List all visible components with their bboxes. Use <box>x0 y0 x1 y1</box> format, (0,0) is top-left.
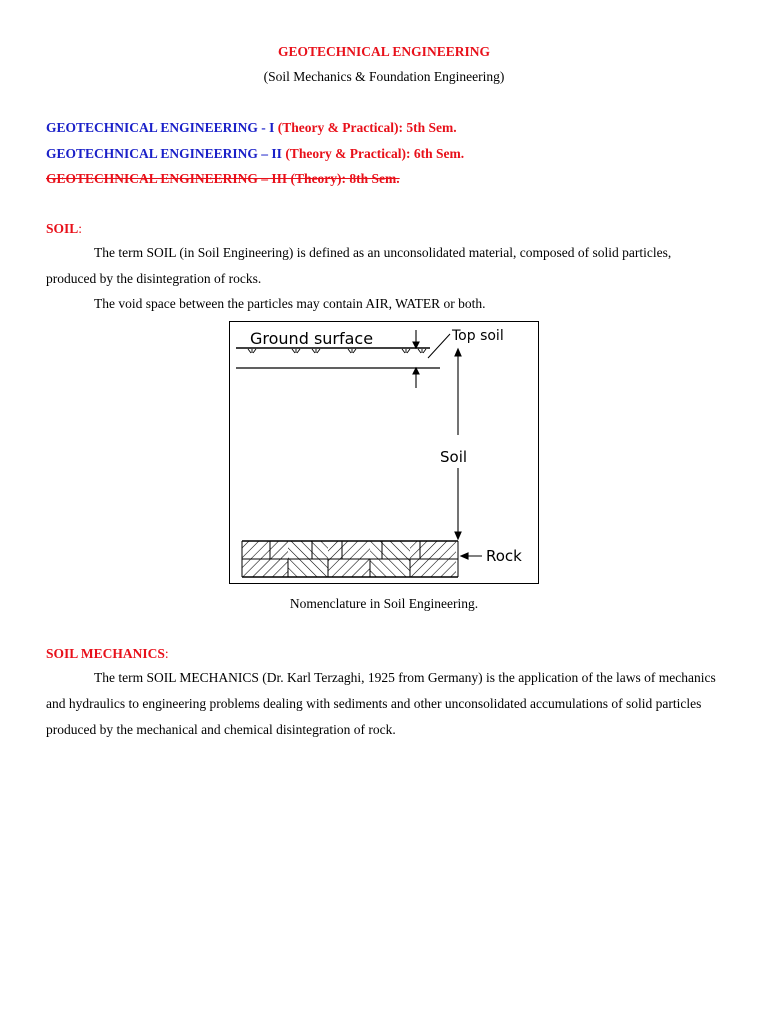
course-1-name: GEOTECHNICAL ENGINEERING - I <box>46 120 278 135</box>
topsoil-thickness-arrows <box>413 330 419 388</box>
rock-label: Rock <box>486 547 522 565</box>
soil-definition <box>46 240 722 292</box>
figure-caption: Nomenclature in Soil Engineering. <box>289 596 479 611</box>
soil-mechanics-definition <box>46 665 722 743</box>
soil-mechanics-text: The term SOIL MECHANICS (Dr. Karl Terzaghi, 1925 from Germany) is the application of the laws of mechanics and hydraulics to engineering problems dealing with sediments and other unconsolidated accumulations of solid particles produced by the mechanical and chemical disintegration of rock. <box>46 670 716 737</box>
course-line-2 <box>46 146 464 162</box>
soil-mechanics-heading-text: SOIL MECHANICS <box>46 646 165 661</box>
soil-heading <box>46 221 82 237</box>
topsoil-leader-line <box>428 334 450 358</box>
page-title: GEOTECHNICAL ENGINEERING <box>278 44 490 59</box>
soil-void-space <box>46 291 722 317</box>
top-soil-label: Top soil <box>452 328 504 344</box>
soil-definition-text: The term SOIL (in Soil Engineering) is defined as an unconsolidated material, composed of solid particles, produced by the disintegration of rocks. <box>46 245 672 286</box>
soil-profile-diagram <box>230 322 538 583</box>
soil-mechanics-heading-colon: : <box>164 646 169 661</box>
rock-layer <box>242 541 458 577</box>
course-2-detail: (Theory & Practical): 6th Sem. <box>285 146 465 161</box>
page-subtitle: (Soil Mechanics & Foundation Engineering) <box>263 69 505 84</box>
course-line-1 <box>46 120 457 136</box>
soil-label: Soil <box>440 448 468 466</box>
ground-surface-label: Ground surface <box>250 329 374 348</box>
soil-nomenclature-figure <box>229 321 539 584</box>
soil-heading-colon: : <box>78 221 83 236</box>
soil-heading-text: SOIL <box>46 221 79 236</box>
soil-thickness-arrow <box>455 349 461 539</box>
course-1-detail: (Theory & Practical): 5th Sem. <box>277 120 457 135</box>
rock-arrow <box>461 553 482 559</box>
soil-mechanics-heading <box>46 646 169 662</box>
grass-marks <box>248 349 426 353</box>
course-line-3-struck: GEOTECHNICAL ENGINEERING – III (Theory): 8th Sem. <box>46 171 400 186</box>
soil-void-text: The void space between the particles may contain AIR, WATER or both. <box>94 296 486 311</box>
course-2-name: GEOTECHNICAL ENGINEERING – II <box>46 146 286 161</box>
